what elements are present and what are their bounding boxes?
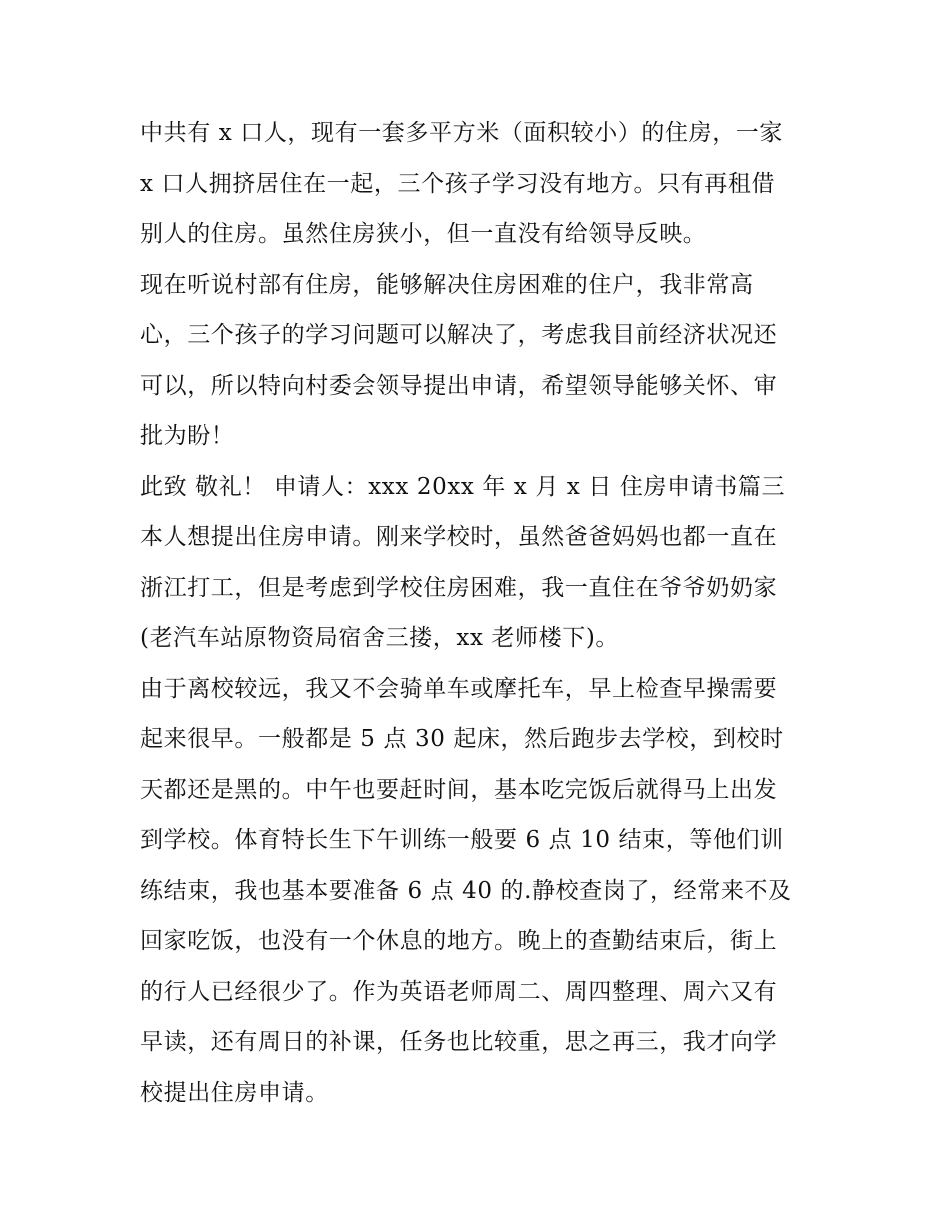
text-line: 此致 敬礼！ 申请人：xxx 20xx 年 x 月 x 日 住房申请书篇三: [140, 473, 786, 500]
text-line: 天都还是黑的。中午也要赶时间，基本吃完饭后就得马上出发: [140, 776, 778, 803]
text-line: 现在听说村部有住房，能够解决住房困难的住户，我非常高: [140, 271, 754, 298]
text-line: 可以，所以特向村委会领导提出申请，希望领导能够关怀、审: [140, 372, 778, 399]
text-line: 到学校。体育特长生下午训练一般要 6 点 10 结束，等他们训: [140, 827, 784, 853]
text-line: 别人的住房。虽然住房狭小，但一直没有给领导反映。: [140, 221, 707, 247]
text-line: x 口人拥挤居住在一起，三个孩子学习没有地方。只有再租借: [140, 170, 776, 197]
text-line: 批为盼！: [140, 423, 235, 449]
text-line: 的行人已经很少了。作为英语老师周二、周四整理、周六又有: [140, 978, 778, 1005]
text-line: 中共有 x 口人，现有一套多平方米（面积较小）的住房，一家: [140, 120, 783, 146]
text-line: 浙江打工，但是考虑到学校住房困难，我一直住在爷爷奶奶家: [140, 574, 778, 601]
text-line: 回家吃饭，也没有一个休息的地方。晚上的查勤结束后，街上: [140, 928, 778, 954]
text-line: 练结束，我也基本要准备 6 点 40 的.静校查岗了，经常来不及: [140, 877, 792, 904]
document-body: [140, 108, 820, 1118]
text-line: 由于离校较远，我又不会骑单车或摩托车，早上检查早操需要: [140, 675, 778, 702]
text-line: 本人想提出住房申请。刚来学校时，虽然爸爸妈妈也都一直在: [140, 524, 778, 550]
text-line: (老汽车站原物资局宿舍三搂，xx 老师楼下)。: [140, 625, 619, 651]
text-line: 心，三个孩子的学习问题可以解决了，考虑我目前经济状况还: [140, 322, 778, 348]
text-line: 起来很早。一般都是 5 点 30 起床，然后跑步去学校，到校时: [140, 726, 784, 752]
text-line: 早读，还有周日的补课，任务也比较重，思之再三，我才向学: [140, 1029, 778, 1055]
text-line: 校提出住房申请。: [140, 1079, 329, 1106]
